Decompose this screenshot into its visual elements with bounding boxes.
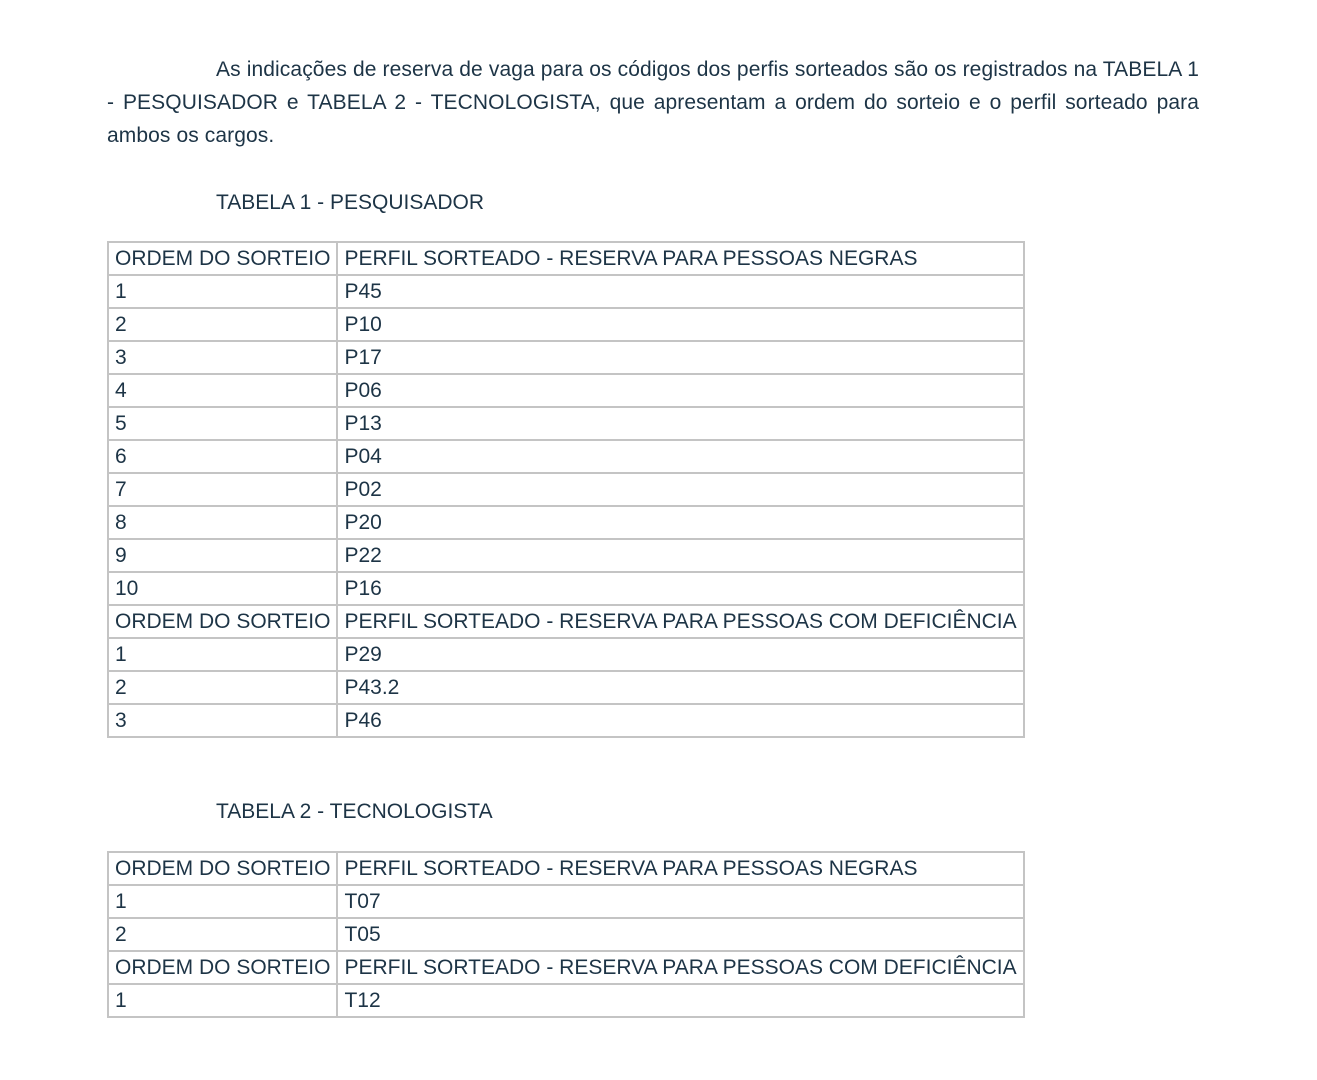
table-row bbox=[108, 374, 1024, 407]
table-row bbox=[108, 984, 1024, 1017]
order-cell: 1 bbox=[108, 638, 337, 671]
table-tecnologista bbox=[107, 851, 1025, 1018]
profile-cell: P43.2 bbox=[337, 671, 1023, 704]
profile-cell: P46 bbox=[337, 704, 1023, 737]
table-header-row bbox=[108, 852, 1024, 885]
profile-cell: P06 bbox=[337, 374, 1023, 407]
table-row bbox=[108, 885, 1024, 918]
table-row bbox=[108, 539, 1024, 572]
table-pesquisador bbox=[107, 241, 1025, 738]
table-row bbox=[108, 275, 1024, 308]
profile-cell: P16 bbox=[337, 572, 1023, 605]
header-cell-order: ORDEM DO SORTEIO bbox=[108, 852, 337, 885]
profile-cell: P17 bbox=[337, 341, 1023, 374]
table-row bbox=[108, 704, 1024, 737]
profile-cell: P04 bbox=[337, 440, 1023, 473]
profile-cell: P13 bbox=[337, 407, 1023, 440]
header-cell-order: ORDEM DO SORTEIO bbox=[108, 242, 337, 275]
table-row bbox=[108, 308, 1024, 341]
order-cell: 4 bbox=[108, 374, 337, 407]
order-cell: 9 bbox=[108, 539, 337, 572]
profile-cell: T05 bbox=[337, 918, 1023, 951]
profile-cell: P45 bbox=[337, 275, 1023, 308]
order-cell: 3 bbox=[108, 341, 337, 374]
order-cell: 1 bbox=[108, 885, 337, 918]
order-cell: 2 bbox=[108, 671, 337, 704]
table-row bbox=[108, 407, 1024, 440]
profile-cell: P20 bbox=[337, 506, 1023, 539]
order-cell: 1 bbox=[108, 984, 337, 1017]
table-row bbox=[108, 341, 1024, 374]
order-cell: 8 bbox=[108, 506, 337, 539]
profile-cell: P10 bbox=[337, 308, 1023, 341]
header-cell-profile: PERFIL SORTEADO - RESERVA PARA PESSOAS COM DEFICIÊNCIA bbox=[337, 605, 1023, 638]
order-cell: 6 bbox=[108, 440, 337, 473]
header-cell-profile: PERFIL SORTEADO - RESERVA PARA PESSOAS NEGRAS bbox=[337, 242, 1023, 275]
table-1-title: TABELA 1 - PESQUISADOR bbox=[216, 191, 485, 214]
profile-cell: P29 bbox=[337, 638, 1023, 671]
table-header-row bbox=[108, 605, 1024, 638]
profile-cell: P22 bbox=[337, 539, 1023, 572]
order-cell: 2 bbox=[108, 308, 337, 341]
intro-paragraph: As indicações de reserva de vaga para os códigos dos perfis sorteados são os registrados na TABELA 1 - PESQUISADOR e TABELA 2 - TECNOLOGISTA, que apresentam a ordem do sorteio e o perfil sorteado para ambos os cargos. bbox=[107, 58, 1199, 147]
order-cell: 2 bbox=[108, 918, 337, 951]
order-cell: 1 bbox=[108, 275, 337, 308]
table-row bbox=[108, 572, 1024, 605]
header-cell-order: ORDEM DO SORTEIO bbox=[108, 605, 337, 638]
order-cell: 10 bbox=[108, 572, 337, 605]
order-cell: 7 bbox=[108, 473, 337, 506]
header-cell-profile: PERFIL SORTEADO - RESERVA PARA PESSOAS NEGRAS bbox=[337, 852, 1023, 885]
profile-cell: P02 bbox=[337, 473, 1023, 506]
table-row bbox=[108, 918, 1024, 951]
table-row bbox=[108, 473, 1024, 506]
header-cell-profile: PERFIL SORTEADO - RESERVA PARA PESSOAS COM DEFICIÊNCIA bbox=[337, 951, 1023, 984]
table-row bbox=[108, 506, 1024, 539]
profile-cell: T07 bbox=[337, 885, 1023, 918]
table-header-row bbox=[108, 951, 1024, 984]
order-cell: 3 bbox=[108, 704, 337, 737]
table-row bbox=[108, 671, 1024, 704]
order-cell: 5 bbox=[108, 407, 337, 440]
table-header-row bbox=[108, 242, 1024, 275]
table-row bbox=[108, 638, 1024, 671]
header-cell-order: ORDEM DO SORTEIO bbox=[108, 951, 337, 984]
table-2-title: TABELA 2 - TECNOLOGISTA bbox=[216, 800, 493, 823]
profile-cell: T12 bbox=[337, 984, 1023, 1017]
table-row bbox=[108, 440, 1024, 473]
